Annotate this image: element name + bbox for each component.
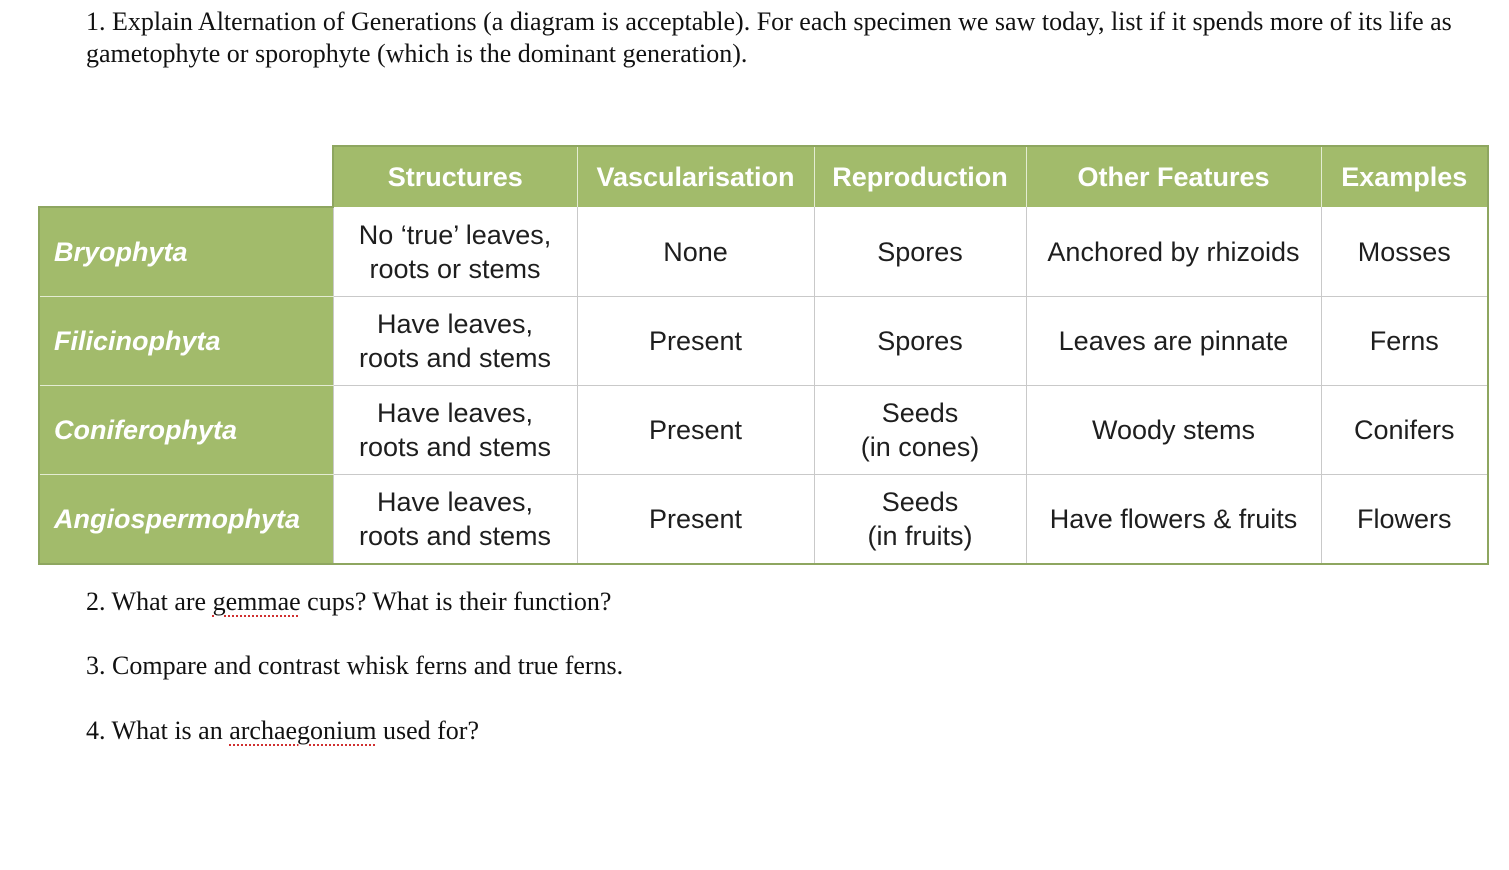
cell-examples: Conifers [1353, 415, 1455, 445]
header-structures: Structures [333, 146, 577, 207]
header-reproduction: Reproduction [814, 146, 1026, 207]
table-cell [1026, 207, 1321, 297]
spellcheck-word-archaegonium: archaegonium [229, 716, 377, 745]
row-label-filicinophyta: Filicinophyta [39, 297, 333, 386]
table-corner [39, 146, 333, 207]
table-row [39, 386, 1488, 475]
table-cell [1026, 386, 1321, 475]
cell-vascularisation: Present [648, 504, 743, 534]
row-label-bryophyta: Bryophyta [39, 207, 333, 297]
spellcheck-word-gemmae: gemmae [212, 587, 301, 616]
table-row [39, 207, 1488, 297]
table-cell [1026, 475, 1321, 565]
cell-vascularisation: Present [648, 415, 743, 445]
question-4-tail: used for? [376, 716, 479, 745]
question-4 [86, 715, 479, 747]
cell-structures: Have leaves, roots and stems [358, 487, 552, 551]
table-cell [577, 297, 814, 386]
table-cell [814, 475, 1026, 565]
cell-reproduction: Spores [877, 326, 963, 356]
header-examples: Examples [1321, 146, 1488, 207]
question-2 [86, 586, 611, 618]
cell-structures: Have leaves, roots and stems [358, 309, 552, 373]
table-cell [814, 386, 1026, 475]
table-row [39, 297, 1488, 386]
cell-reproduction: Spores [877, 236, 963, 267]
table-cell [577, 207, 814, 297]
cell-vascularisation: Present [648, 326, 743, 356]
cell-other-features: Woody stems [1091, 415, 1256, 445]
cell-other-features: Leaves are pinnate [1058, 326, 1289, 356]
table-cell [333, 297, 577, 386]
table-cell [1321, 475, 1488, 565]
table-cell [814, 207, 1026, 297]
cell-examples: Flowers [1356, 504, 1452, 534]
table-header-row [39, 146, 1488, 207]
cell-examples: Ferns [1369, 326, 1439, 356]
cell-other-features: Anchored by rhizoids [1047, 236, 1300, 267]
table-cell [333, 475, 577, 565]
cell-reproduction: Seeds (in cones) [860, 398, 980, 462]
cell-examples: Mosses [1357, 236, 1451, 267]
table-cell [814, 297, 1026, 386]
table-cell [1321, 386, 1488, 475]
question-2-tail: cups? What is their function? [300, 587, 612, 616]
table-cell [1026, 297, 1321, 386]
cell-reproduction: Seeds (in fruits) [867, 487, 973, 551]
cell-structures: No ‘true’ leaves, roots or stems [358, 219, 552, 284]
table-cell [577, 386, 814, 475]
question-2-lead: 2. What are [86, 587, 213, 616]
header-other-features: Other Features [1026, 146, 1321, 207]
table-cell [333, 207, 577, 297]
header-vascularisation: Vascularisation [577, 146, 814, 207]
question-3: 3. Compare and contrast whisk ferns and true ferns. [86, 651, 624, 680]
table-cell [1321, 297, 1488, 386]
question-1: 1. Explain Alternation of Generations (a diagram is acceptable). For each specimen we saw today, list if it spends more of its life as gametophyte or sporophyte (which is the dominant generation). [86, 7, 1452, 68]
table-cell [1321, 207, 1488, 297]
cell-vascularisation: None [663, 236, 728, 267]
table-row [39, 475, 1488, 565]
plant-divisions-table [38, 145, 1489, 565]
cell-structures: Have leaves, roots and stems [358, 398, 552, 462]
question-4-lead: 4. What is an [86, 716, 230, 745]
row-label-angiospermophyta: Angiospermophyta [39, 475, 333, 565]
table-cell [577, 475, 814, 565]
cell-other-features: Have flowers & fruits [1049, 504, 1298, 534]
row-label-coniferophyta: Coniferophyta [39, 386, 333, 475]
table-cell [333, 386, 577, 475]
